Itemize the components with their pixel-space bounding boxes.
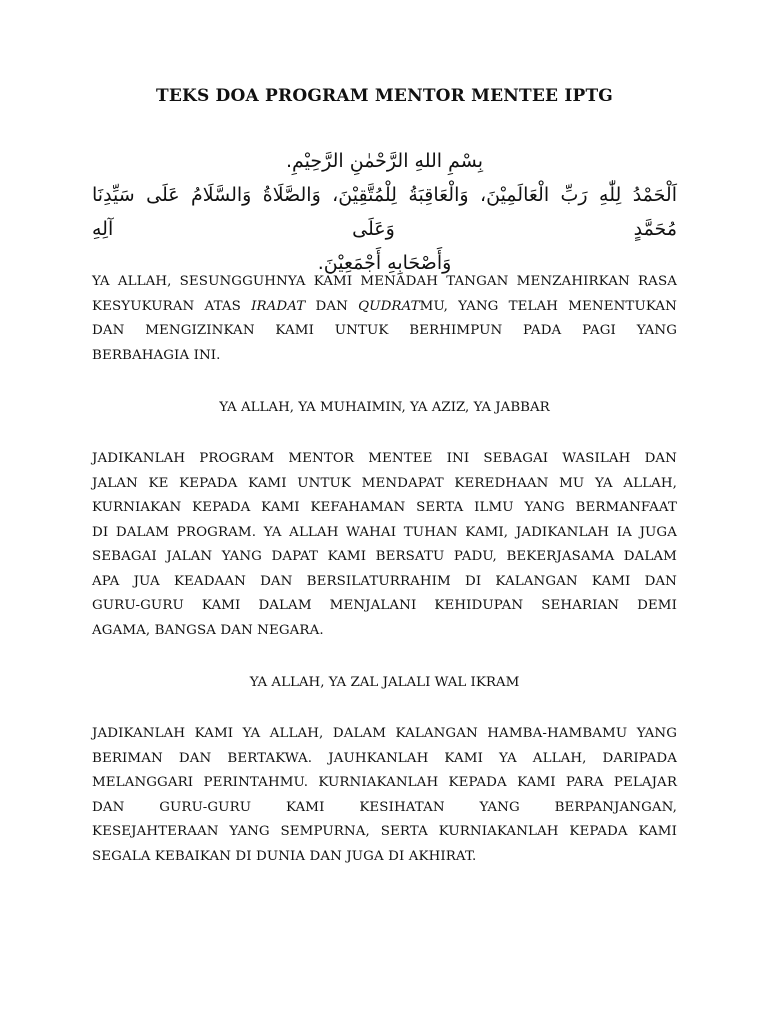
paragraph-line: SEGALA KEBAIKAN DI DUNIA DAN JUGA DI AKHIRAT. [92, 848, 477, 864]
paragraph-line: GURU-GURU KAMI DALAM MENJALANI KEHIDUPAN SEHARIAN DEMI [92, 598, 677, 613]
paragraph-line: KESEJAHTERAAN YANG SEMPURNA, SERTA KURNIAKANLAH KEPADA KAMI [92, 824, 677, 839]
paragraph-line: JADIKANLAH KAMI YA ALLAH, DALAM KALANGAN HAMBA-HAMBAMU YANG [92, 726, 677, 741]
paragraph-line: JADIKANLAH PROGRAM MENTOR MENTEE INI SEBAGAI WASILAH DAN [92, 451, 677, 466]
paragraph-line: BERIMAN DAN BERTAKWA. JAUHKANLAH KAMI YA ALLAH, DARIPADA [92, 750, 677, 766]
paragraph-line: BERBAHAGIA INI. [92, 347, 221, 363]
paragraph-program-prayer [92, 447, 677, 643]
paragraph-line: APA JUA KEADAAN DAN BERSILATURRAHIM DI KALANGAN KAMI DAN [92, 573, 677, 589]
paragraph-gratitude [92, 270, 677, 368]
paragraph-line: JALAN KE KEPADA KAMI UNTUK MENDAPAT KEREDHAAN MU YA ALLAH, [92, 475, 677, 491]
text-segment: KESYUKURAN ATAS [92, 298, 252, 314]
invocation-heading-1: YA ALLAH, YA MUHAIMIN, YA AZIZ, YA JABBAR [219, 400, 550, 415]
paragraph-line: MELANGGARI PERINTAHMU. KURNIAKANLAH KEPADA KAMI PARA PELAJAR [92, 775, 677, 790]
document-title: TEKS DOA PROGRAM MENTOR MENTEE IPTG [155, 86, 614, 106]
italic-term-iradat: IRADAT [251, 298, 306, 314]
paragraph-line: AGAMA, BANGSA DAN NEGARA. [92, 622, 324, 638]
arabic-hamdalah: اَلْحَمْدُ لِلّٰهِ رَبِّ الْعَالَمِيْنَ، وَالْعَاقِبَةُ لِلْمُتَّقِيْنَ، وَالصَّلَاةُ وَالسَّلَامُ عَلَى سَيِّدِنَا مُحَمَّدٍ وَعَلَى آلِهِ [92, 184, 677, 240]
arabic-opening-prayer [92, 144, 677, 280]
paragraph-line: YA ALLAH, SESUNGGUHNYA KAMI MENADAH TANGAN MENZAHIRKAN RASA [92, 274, 677, 289]
paragraph-closing-prayer [92, 722, 677, 869]
paragraph-line: KURNIAKAN KEPADA KAMI KEFAHAMAN SERTA ILMU YANG BERMANFAAT [92, 500, 677, 515]
document-page [92, 0, 677, 1024]
arabic-basmalah: بِسْمِ اللهِ الرَّحْمٰنِ الرَّحِيْمِ. [285, 150, 483, 172]
text-segment: MU, YANG TELAH MENENTUKAN [419, 298, 677, 314]
italic-term-qudrat: QUDRAT [358, 298, 420, 314]
text-segment: DAN [305, 298, 359, 314]
paragraph-line: DAN MENGIZINKAN KAMI UNTUK BERHIMPUN PADA PAGI YANG [92, 323, 677, 338]
invocation-heading-2: YA ALLAH, YA ZAL JALALI WAL IKRAM [249, 675, 520, 690]
paragraph-line: SEBAGAI JALAN YANG DAPAT KAMI BERSATU PADU, BEKERJASAMA DALAM [92, 549, 677, 564]
paragraph-line [92, 295, 677, 320]
paragraph-line: DI DALAM PROGRAM. YA ALLAH WAHAI TUHAN KAMI, JADIKANLAH IA JUGA [92, 524, 677, 540]
arabic-closing: وَأَصْحَابِهِ أَجْمَعِيْنَ. [317, 252, 452, 274]
paragraph-line: DAN GURU-GURU KAMI KESIHATAN YANG BERPANJANGAN, [92, 799, 677, 815]
